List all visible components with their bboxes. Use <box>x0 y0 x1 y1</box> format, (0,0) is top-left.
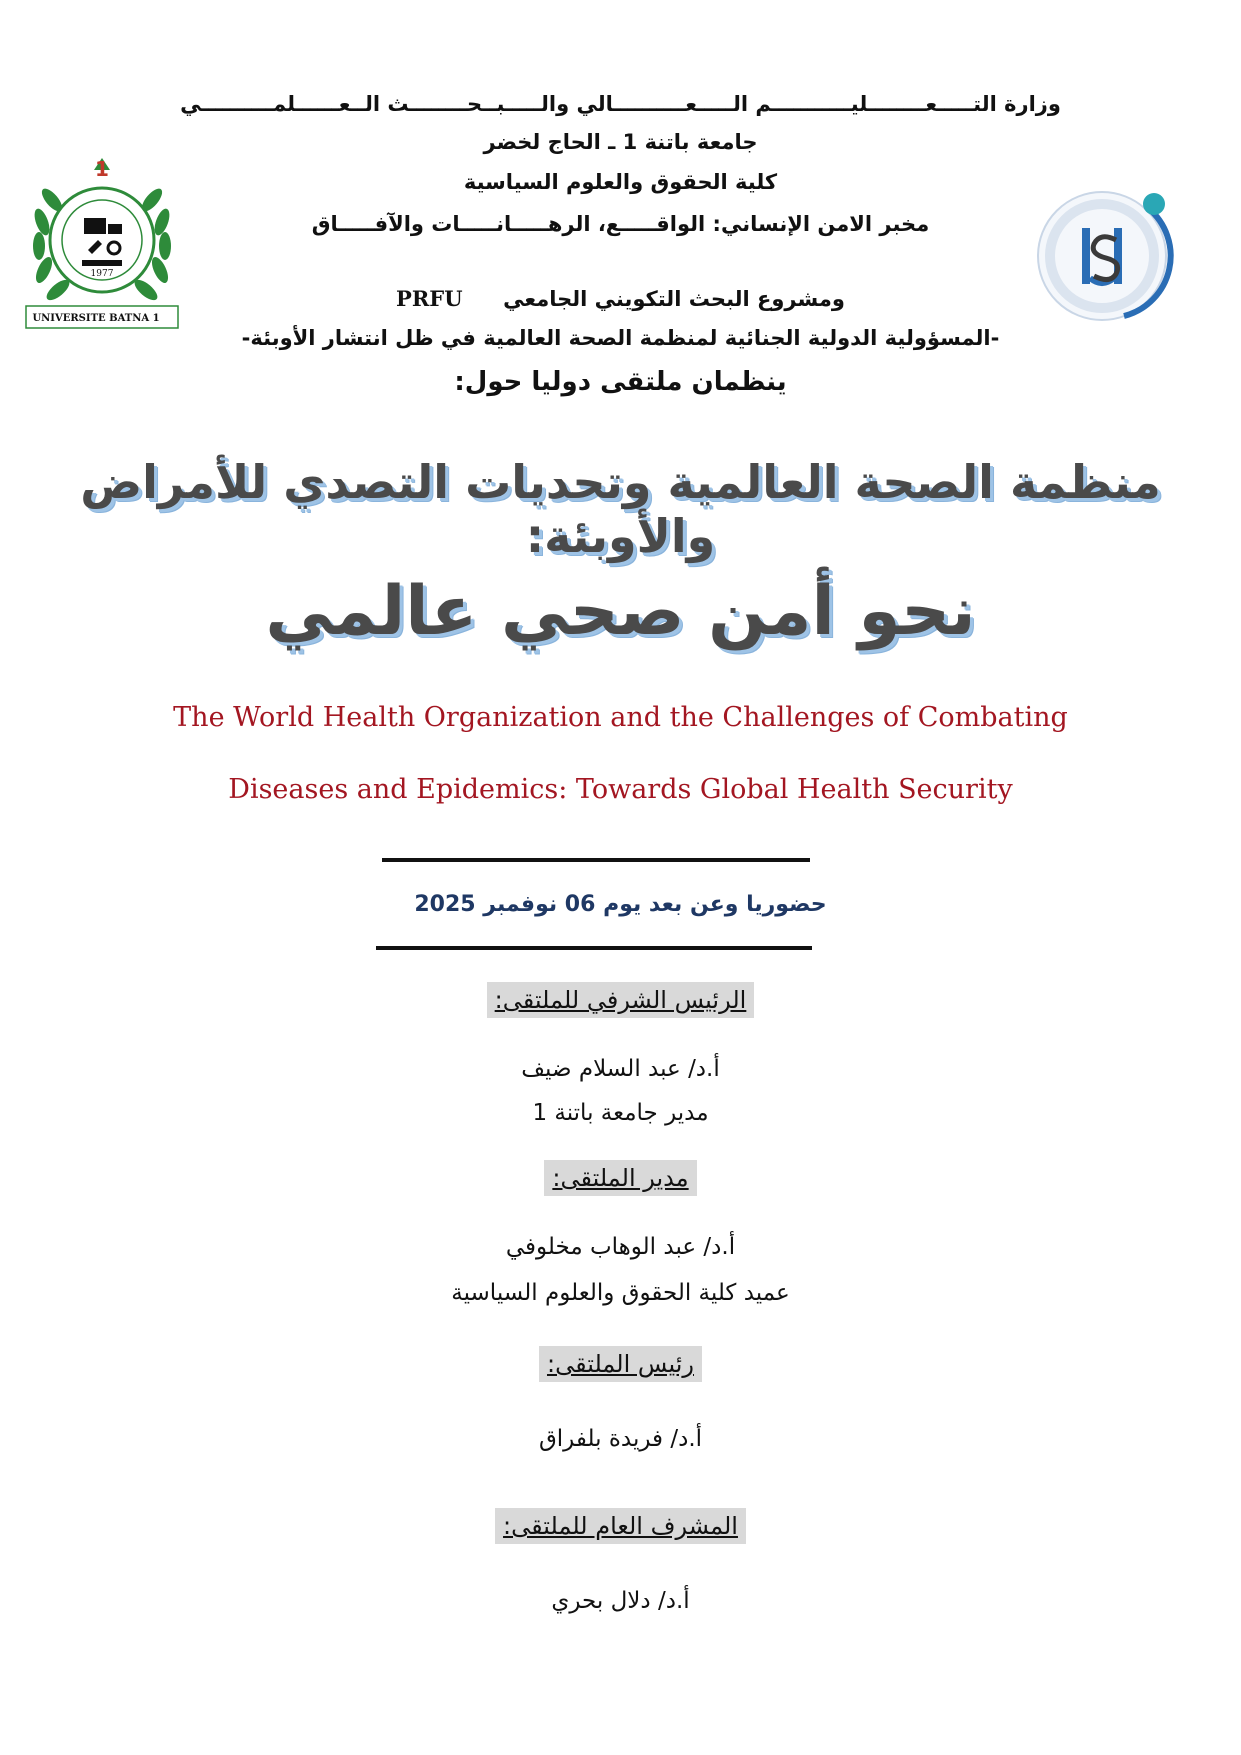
english-title-line-1: The World Health Organization and the Challenges of Combating <box>173 702 1068 733</box>
seal-badge-number: 1 <box>95 157 109 181</box>
general-supervisor-heading-row <box>0 1508 1241 1544</box>
conference-director-heading-row <box>0 1160 1241 1196</box>
honorary-president-name: أ.د/ عبد السلام ضيف <box>521 1056 720 1082</box>
general-supervisor-name: أ.د/ دلال بحري <box>551 1588 690 1614</box>
conference-director-name: أ.د/ عبد الوهاب مخلوفي <box>505 1234 736 1260</box>
project-title: -المسؤولية الدولية الجنائية لمنظمة الصحة العالمية في ظل انتشار الأوبئة- <box>241 326 1000 350</box>
event-date: حضوريا وعن بعد يوم 06 نوفمبر 2025 <box>414 892 827 917</box>
section-heading: مدير الملتقى: <box>544 1160 696 1196</box>
arabic-title-line-2: نحو أمن صحي عالمي <box>265 572 976 651</box>
section-heading: الرئيس الشرفي للملتقى: <box>487 982 755 1018</box>
honorary-president-heading-row <box>0 982 1241 1018</box>
arabic-title-line-1: منظمة الصحة العالمية وتحديات التصدي للأمراض والأوبئة: <box>80 455 1161 563</box>
lab-name: مخبر الامن الإنساني: الواقـــــع، الرهـــــانـــــات والآفـــــاق <box>311 212 930 236</box>
conference-chair-heading-row <box>0 1346 1241 1382</box>
seal-caption: UNIVERSITE BATNA 1 <box>32 313 160 324</box>
section-heading: المشرف العام للملتقى: <box>495 1508 746 1544</box>
conference-chair-name: أ.د/ فريدة بلفراق <box>538 1426 703 1452</box>
organize-line: ينظمان ملتقى دوليا حول: <box>454 367 787 397</box>
university-name: جامعة باتنة 1 ـ الحاج لخضر <box>483 130 758 154</box>
project-label: ومشروع البحث التكويني الجامعي <box>503 287 845 311</box>
divider-top <box>382 858 810 862</box>
faculty-name: كلية الحقوق والعلوم السياسية <box>463 170 778 194</box>
ministry-line: وزارة التـــــعــــــــليـــــــــــم الـــــعــــــــــالي والـــــبــحــــــــث الــعــــــلمــــــــــي <box>180 92 1061 116</box>
section-heading: رئيس الملتقى: <box>539 1346 702 1382</box>
english-title-line-2: Diseases and Epidemics: Towards Global Health Security <box>228 774 1013 805</box>
honorary-president-title: مدير جامعة باتنة 1 <box>532 1100 709 1126</box>
project-code: PRFU <box>396 286 463 311</box>
conference-director-title: عميد كلية الحقوق والعلوم السياسية <box>451 1280 790 1306</box>
divider-bottom <box>376 946 812 950</box>
project-line <box>0 286 1241 311</box>
seal-year: 1977 <box>90 269 114 279</box>
